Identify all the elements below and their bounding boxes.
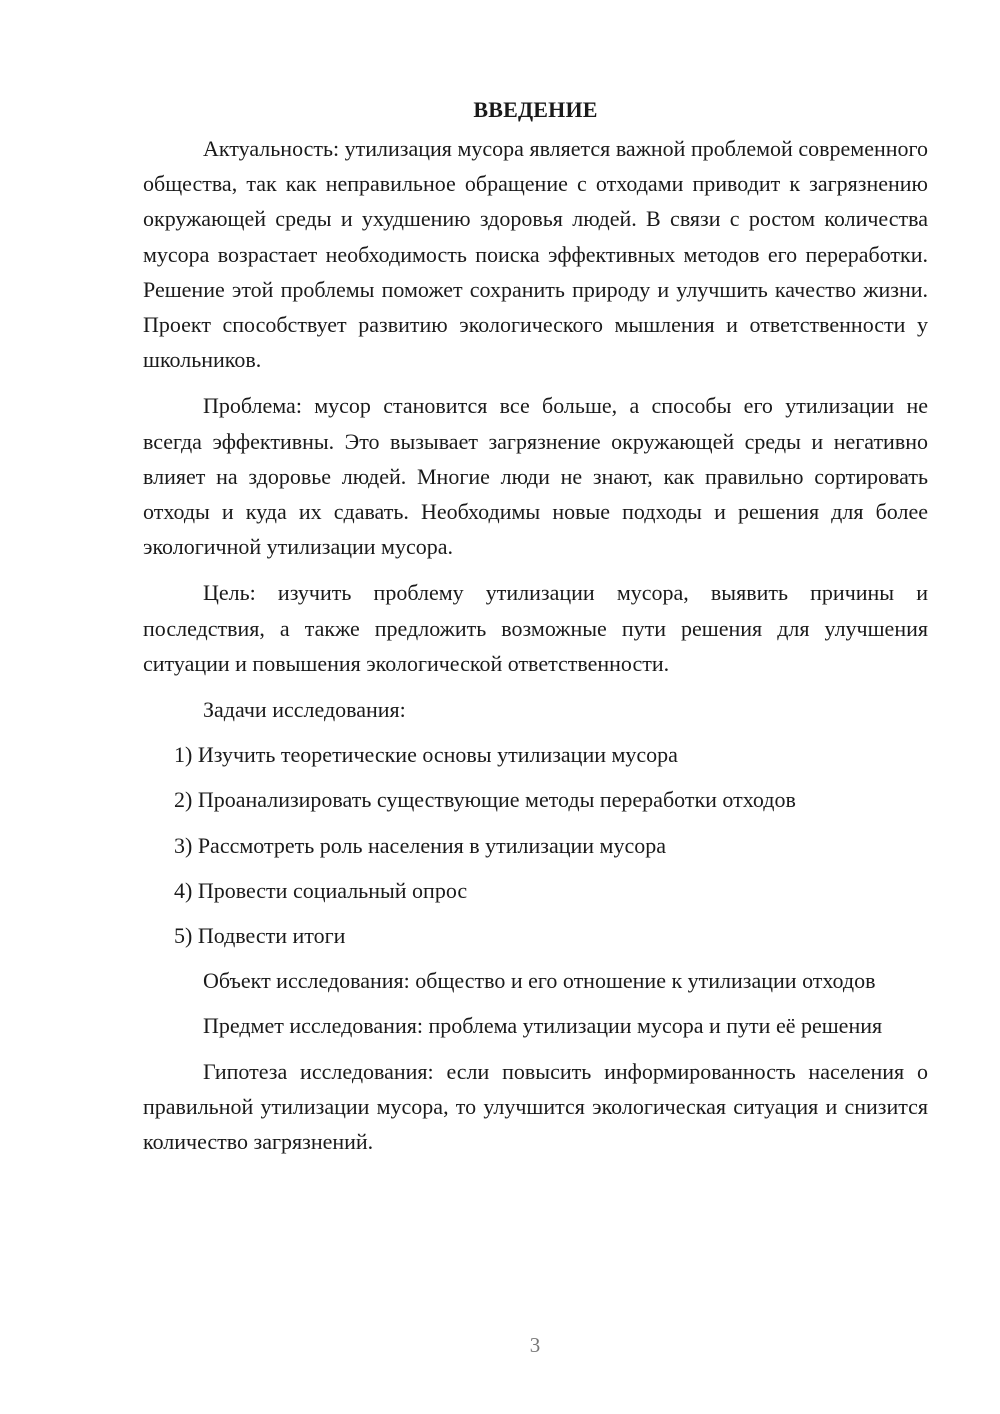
paragraph-subject: Предмет исследования: проблема утилизации мусора и пути её решения — [203, 1013, 883, 1039]
paragraph-relevance: Актуальность: утилизация мусора является важной проблемой современного общества, так как неправильное обращение с отходами приводит к загрязнению окружающей среды и ухудшению здоровья людей. В связи с ростом количества мусора возрастает необходимость поиска эффективных методов его переработки. Решение этой проблемы поможет сохранить природу и улучшить качество жизни. Проект способствует развитию экологического мышления и ответственности у школьников. — [143, 136, 928, 373]
document-page — [143, 92, 928, 1169]
task-item: 5) Подвести итоги — [174, 923, 346, 949]
task-item: 3) Рассмотреть роль населения в утилизации мусора — [174, 832, 667, 858]
task-item: 1) Изучить теоретические основы утилизации мусора — [174, 742, 678, 768]
tasks-heading: Задачи исследования: — [203, 697, 406, 723]
paragraph-hypothesis: Гипотеза исследования: если повысить информированность населения о правильной утилизации мусора, то улучшится экологическая ситуация и снизится количество загрязнений. — [143, 1058, 928, 1155]
task-item: 2) Проанализировать существующие методы переработки отходов — [174, 787, 796, 813]
tasks-list — [143, 737, 928, 953]
paragraph-goal: Цель: изучить проблему утилизации мусора, выявить причины и последствия, а также предложить возможные пути решения для улучшения ситуации и повышения экологической ответственности. — [143, 580, 928, 676]
task-item: 4) Провести социальный опрос — [174, 877, 468, 903]
page-number: 3 — [529, 1333, 541, 1357]
paragraph-problem: Проблема: мусор становится все больше, а способы его утилизации не всегда эффективны. Это вызывает загрязнение окружающей среды и негативно влияет на здоровье людей. Многие люди не знают, как правильно сортировать отходы и куда их сдавать. Необходимы новые подходы и решения для более экологичной утилизации мусора. — [143, 393, 928, 560]
section-title: ВВЕДЕНИЕ — [473, 97, 598, 122]
paragraph-object: Объект исследования: общество и его отношение к утилизации отходов — [203, 968, 876, 994]
